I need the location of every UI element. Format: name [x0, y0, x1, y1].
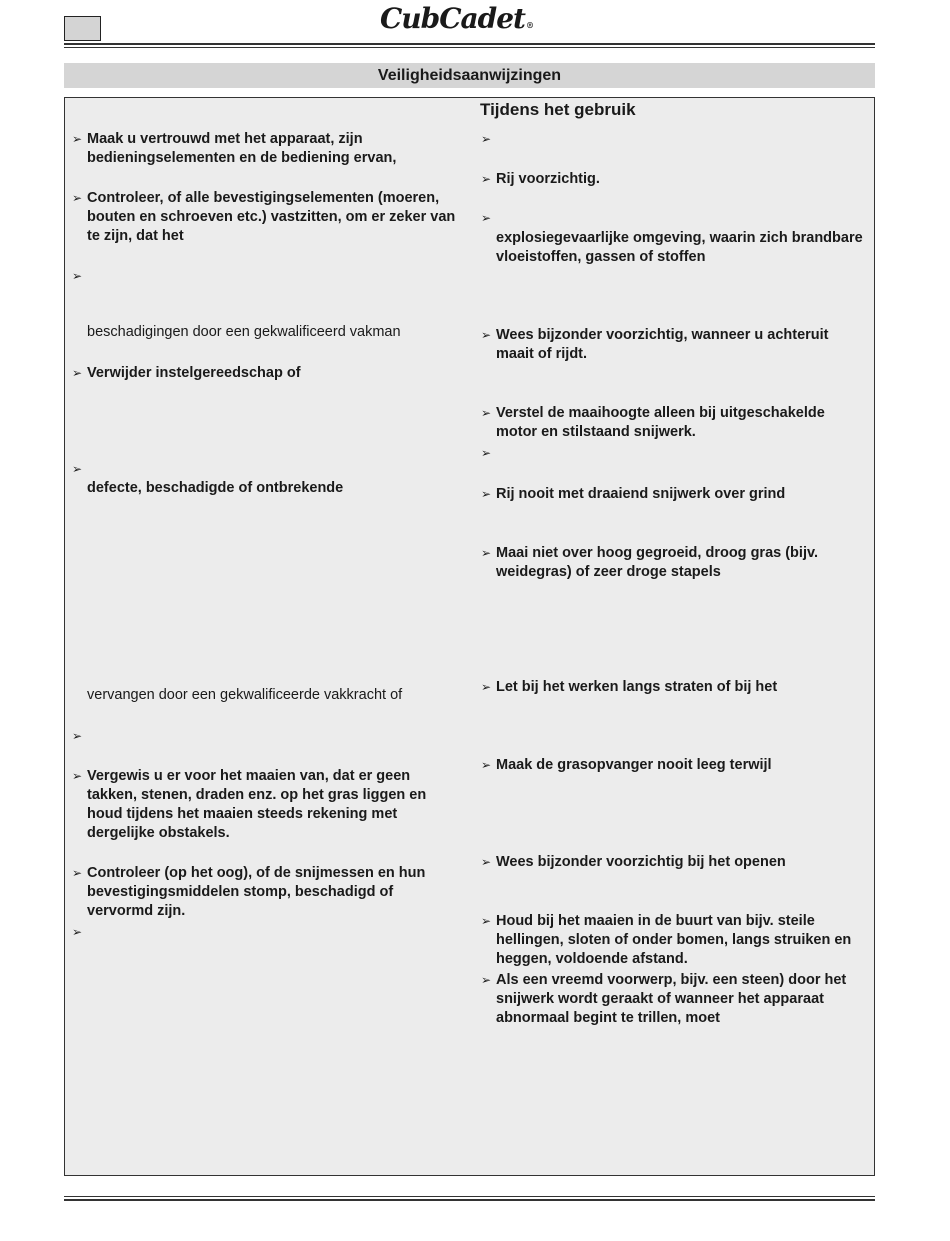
footer-rule-thin: [64, 1196, 875, 1197]
list-item-text: Vergewis u er voor het maaien van, dat er geen takken, stenen, draden enz. op het gras liggen en houd tijdens het maaien steeds rekening met dergelijke obstakels.: [87, 768, 427, 841]
list-item-text: Maai niet over hoog gegroeid, droog gras (bijv. weidegras) of zeer droge stapels: [496, 545, 818, 580]
left-item-8: [72, 864, 462, 921]
list-item-text: Maak u vertrouwd met het apparaat, zijn bedieningselementen en de bediening ervan,: [87, 131, 397, 166]
right-column-title: Tijdens het gebruik: [480, 100, 636, 119]
bullet-arrow-icon: ➢: [72, 769, 83, 783]
list-item-text: Houd bij het maaien in de buurt van bijv. steile hellingen, sloten of onder bomen, langs struiken en heggen, voldoende afstand.: [496, 913, 852, 967]
list-item-text: Let bij het werken langs straten of bij het: [496, 679, 778, 695]
right-item-8: [481, 544, 866, 582]
registered-mark: ®: [525, 20, 533, 30]
list-item-text: Rij voorzichtig.: [496, 171, 600, 187]
list-item-text: Verwijder instelgereedschap of: [87, 365, 301, 381]
bullet-arrow-icon: ➢: [481, 855, 492, 869]
bullet-arrow-icon: ➢: [481, 328, 492, 342]
bullet-arrow-icon: ➢: [72, 366, 83, 380]
bullet-arrow-icon: ➢: [72, 729, 83, 743]
bullet-arrow-icon: ➢: [481, 546, 492, 560]
list-item-text: Als een vreemd voorwerp, bijv. een steen) door het snijwerk wordt geraakt of wanneer het apparaat abnormaal begint te trillen, moet: [496, 972, 847, 1026]
right-item-13: [481, 971, 871, 1028]
list-item-text: Wees bijzonder voorzichtig bij het openen: [496, 854, 786, 870]
bullet-arrow-icon: ➢: [72, 191, 83, 205]
section-title: Veiligheidsaanwijzingen: [64, 63, 875, 88]
right-item-5: [481, 404, 866, 442]
bullet-arrow-icon: ➢: [72, 462, 83, 476]
right-item-2: [481, 170, 866, 189]
left-continuation-2: defecte, beschadigde of ontbrekende: [87, 480, 344, 496]
left-item-4: [72, 364, 457, 383]
bullet-arrow-icon: ➢: [481, 446, 492, 460]
header-rule-thin: [64, 47, 875, 48]
right-item-12: [481, 912, 871, 969]
right-item-11: [481, 853, 866, 872]
list-item-text: Rij nooit met draaiend snijwerk over grind: [496, 486, 786, 502]
bullet-arrow-icon: ➢: [72, 269, 83, 283]
list-item-text: Verstel de maaihoogte alleen bij uitgeschakelde motor en stilstaand snijwerk.: [496, 405, 825, 440]
list-item-text: Wees bijzonder voorzichtig, wanneer u achteruit maait of rijdt.: [496, 327, 829, 362]
right-item-10: [481, 756, 866, 775]
bullet-arrow-icon: ➢: [72, 866, 83, 880]
bullet-arrow-icon: ➢: [481, 406, 492, 420]
list-item-text: Maak de grasopvanger nooit leeg terwijl: [496, 757, 772, 773]
list-item-text: Controleer (op het oog), of de snijmessen en hun bevestigingsmiddelen stomp, beschadigd of vervormd zijn.: [87, 865, 426, 919]
left-continuation-3: vervangen door een gekwalificeerde vakkracht of: [87, 687, 403, 703]
left-continuation-1: beschadigingen door een gekwalificeerd vakman: [87, 324, 401, 340]
left-item-1: [72, 130, 457, 168]
bullet-arrow-icon: ➢: [481, 172, 492, 186]
bullet-arrow-icon: ➢: [481, 680, 492, 694]
footer-rule-thick: [64, 1199, 875, 1201]
bullet-arrow-icon: ➢: [72, 132, 83, 146]
bullet-arrow-icon: ➢: [481, 487, 492, 501]
bullet-arrow-icon: ➢: [72, 925, 83, 939]
bullet-arrow-icon: ➢: [481, 211, 492, 225]
right-item-7: [481, 485, 866, 504]
right-continuation-1: explosiegevaarlijke omgeving, waarin zich brandbare vloeistoffen, gassen of stoffen: [496, 230, 863, 265]
bullet-arrow-icon: ➢: [481, 914, 492, 928]
header-rule-thick: [64, 43, 875, 45]
left-item-7: [72, 767, 457, 843]
page-number-box: [64, 16, 101, 41]
cub-cadet-logo: [380, 2, 533, 35]
bullet-arrow-icon: ➢: [481, 758, 492, 772]
bullet-arrow-icon: ➢: [481, 132, 492, 146]
right-item-9: [481, 678, 866, 697]
brand-name: CubCadet: [380, 2, 525, 35]
list-item-text: Controleer, of alle bevestigingselementen (moeren, bouten en schroeven etc.) vastzitten, om er zeker van te zijn, dat het: [87, 190, 456, 244]
left-item-2: [72, 189, 457, 246]
right-item-4: [481, 326, 866, 364]
bullet-arrow-icon: ➢: [481, 973, 492, 987]
